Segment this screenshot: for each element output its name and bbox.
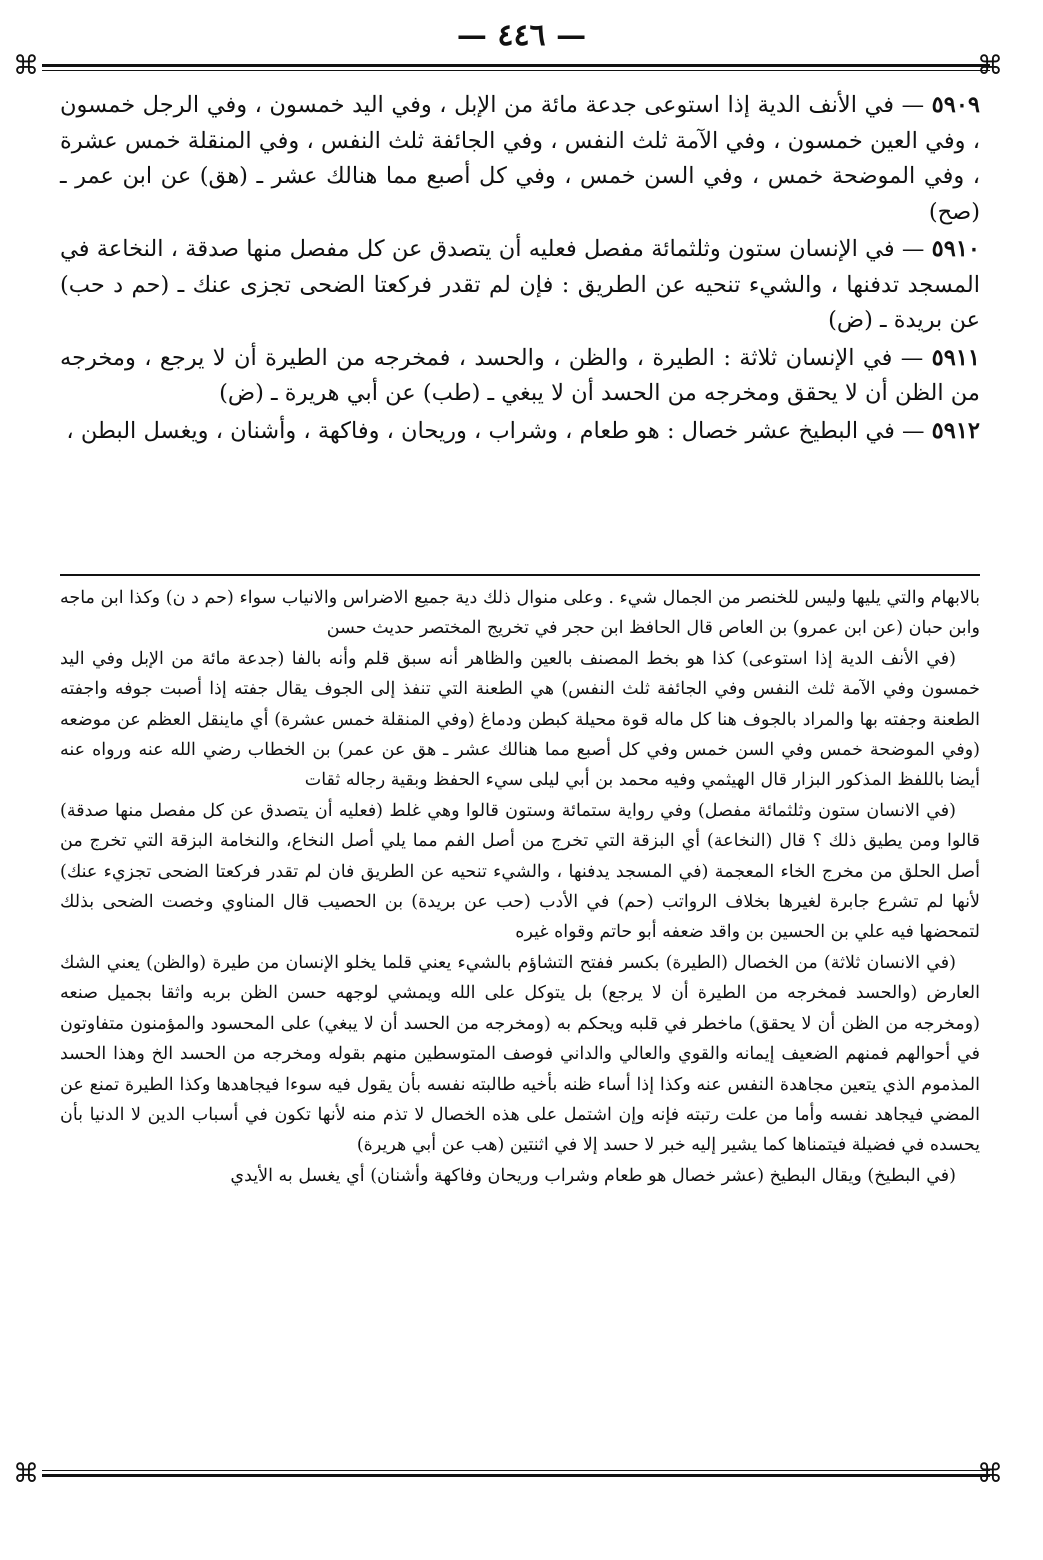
commentary-paragraph: (في الانسان ثلاثة) من الخصال (الطيرة) بكسر ففتح التشاؤم بالشيء يعني قلما يخلو الإنسان من طيرة (والظن) يعني الشك العارض (والحسد فمخرجه من الطيرة أن لا يرجع) بل يتوكل على الله ويمشي لوجهه حسن الظن بربه واثقا بجميل صنعه (ومخرجه من الظن أن لا يحقق) ماخطر في قلبه ويحكم به (ومخرجه من الحسد أن لا يبغي) على المحسود والمؤمنون متفاوتون في أحوالهم فمنهم الضعيف إيمانه والقوي والعالي والداني فوصف المتوسطين منهم بقوله ومخرجه من الحسد الخ وهذا الحسد المذموم الذي يتعين مجاهدة النفس عنه وكذا إذا أساء ظنه بأخيه طالبته نفسه بأن يقول فيه سوءا فيجاهدها وكذا الطيرة تمنع عن المضي فيجاهد نفسه وأما من علت رتبته فإنه وإن اشتمل على هذه الخصال لا تذم منه لأنها تكون في أسباب الدين لا الدنيا بأن يحسده في فضيلة فيتمناها كما يشير إليه خبر لا حسد إلا في اثنتين (هب عن أبي هريرة)	[60, 952, 980, 1156]
hadith-entry: ٥٩١١ — في الإنسان ثلاثة : الطيرة ، والظن ، والحسد ، فمخرجه من الطيرة أن لا يرجع ، ومخرجه من الظن أن لا يحقق ومخرجه من الحسد أن لا يبغي ـ (طب) عن أبي هريرة ـ (ض)	[60, 344, 980, 406]
top-rule-inner	[42, 70, 990, 71]
hadith-text: في الأنف الدية إذا استوعى جدعة مائة من الإبل ، وفي اليد خمسون ، وفي الرجل خمسون ، وفي العين خمسون ، وفي الآمة ثلث النفس ، وفي الجائفة ثلث النفس ، وفي المنقلة خمس عشرة ، وفي الموضحة خمس ، وفي السن خمس ، وفي كل أصبع مما هنالك عشر ـ (هق) عن ابن عمر ـ (صح)	[60, 92, 980, 225]
hadith-entry: ٥٩١٢ — في البطيخ عشر خصال : هو طعام ، وشراب ، وريحان ، وفاكهة ، وأشنان ، ويغسل البطن ،	[66, 417, 980, 444]
hadith-entry: ٥٩٠٩ — في الأنف الدية إذا استوعى جدعة مائة من الإبل ، وفي اليد خمسون ، وفي الرجل خمسون ، وفي العين خمسون ، وفي الآمة ثلث النفس ، وفي الجائفة ثلث النفس ، وفي المنقلة خمس عشرة ، وفي الموضحة خمس ، وفي السن خمس ، وفي كل أصبع مما هنالك عشر ـ (هق) عن ابن عمر ـ (صح)	[60, 92, 980, 225]
commentary	[60, 583, 980, 1191]
hadith-number: ٥٩٠٩	[931, 92, 980, 118]
section-divider	[60, 574, 980, 576]
hadith-text: في الإنسان ستون وثلثمائة مفصل فعليه أن يتصدق عن كل مفصل منها صدقة ، النخاعة في المسجد تدفنها ، والشيء تنحيه عن الطريق : فإن لم تقدر فركعتا الضحى تجزى عنك ـ (حم د حب) عن بريدة ـ (ض)	[60, 236, 980, 333]
hadith-text: في البطيخ عشر خصال : هو طعام ، وشراب ، وريحان ، وفاكهة ، وأشنان ، ويغسل البطن ،	[66, 417, 895, 444]
top-rule	[42, 64, 990, 67]
corner-ornament-icon: ⌘	[13, 1459, 39, 1489]
main-text	[60, 88, 980, 451]
bottom-rule-thick	[42, 1474, 990, 1477]
hadith-number: ٥٩١٠	[931, 236, 980, 262]
bottom-rule	[42, 1470, 990, 1471]
corner-ornament-icon: ⌘	[977, 1459, 1003, 1489]
page-number: — ٤٤٦ —	[456, 18, 587, 53]
commentary-paragraph: (في البطيخ) ويقال البطيخ (عشر خصال هو طعام وشراب وريحان وفاكهة وأشنان) أي يغسل به الأيدي	[230, 1165, 956, 1186]
commentary-paragraph: (في الانسان ستون وثلثمائة مفصل) وفي رواية ستمائة وستون قالوا وهي غلط (فعليه أن يتصدق عن كل مفصل منها صدقة) قالوا ومن يطيق ذلك ؟ قال (النخاعة) أي البزقة التي تخرج من أصل الفم مما يلي أصل النخاع، والنخامة البزقة التي تخرج من أصل الحلق من مخرج الخاء المعجمة (في المسجد يدفنها ، والشيء تنحيه عن الطريق فان لم تقدر فركعتا الضحى تجزيء عنك) لأنها لم تشرع جابرة لغيرها بخلاف الرواتب (حم) في الأدب (حب عن بريدة) بن الحصيب قال المناوي وخصت الضحى بذلك لتمحضها فيه علي بن الحسين بن واقد ضعفه أبو حاتم وقواه غيره	[60, 800, 980, 943]
hadith-number: ٥٩١٢	[931, 417, 980, 444]
hadith-number: ٥٩١١	[931, 344, 980, 371]
hadith-entry: ٥٩١٠ — في الإنسان ستون وثلثمائة مفصل فعليه أن يتصدق عن كل مفصل منها صدقة ، النخاعة في المسجد تدفنها ، والشيء تنحيه عن الطريق : فإن لم تقدر فركعتا الضحى تجزى عنك ـ (حم د حب) عن بريدة ـ (ض)	[60, 236, 980, 333]
corner-ornament-icon: ⌘	[977, 51, 1003, 81]
corner-ornament-icon: ⌘	[13, 51, 39, 81]
commentary-paragraph: بالابهام والتي يليها وليس للخنصر من الجمال شيء . وعلى منوال ذلك دية جميع الاضراس والانياب سواء (حم د ن) وكذا ابن ماجه وابن حبان (عن ابن عمرو) بن العاص قال الحافظ ابن حجر في تخريج المختصر حديث حسن	[60, 588, 980, 639]
hadith-text: في الإنسان ثلاثة : الطيرة ، والظن ، والحسد ، فمخرجه من الطيرة أن لا يرجع ، ومخرجه من الظن أن لا يحقق ومخرجه من الحسد أن لا يبغي ـ (طب) عن أبي هريرة ـ (ض)	[60, 344, 980, 406]
commentary-paragraph: (في الأنف الدية إذا استوعى) كذا هو بخط المصنف بالعين والظاهر أنه سبق قلم وأنه بالفا (جدعة مائة من الإبل وفي اليد خمسون وفي الآمة ثلث النفس وفي الجائفة ثلث النفس) هي الطعنة التي تنفذ إلى الجوف يقال جفته إذا أصبت جوفه واجفته الطعنة وجفته بها والمراد بالجوف هنا كل ماله قوة محيلة كبطن ودماغ (وفي المنقلة خمس عشرة) أي ماينقل العظم عن موضعه (وفي الموضحة خمس وفي السن خمس وفي كل أصبع مما هنالك عشر ـ هق عن عمر) بن الخطاب رضي الله عنه ورواه عنه أيضا باللفظ المذكور البزار قال الهيثمي وفيه محمد بن أبي ليلى سيء الحفظ وبقية رجاله ثقات	[60, 648, 980, 791]
